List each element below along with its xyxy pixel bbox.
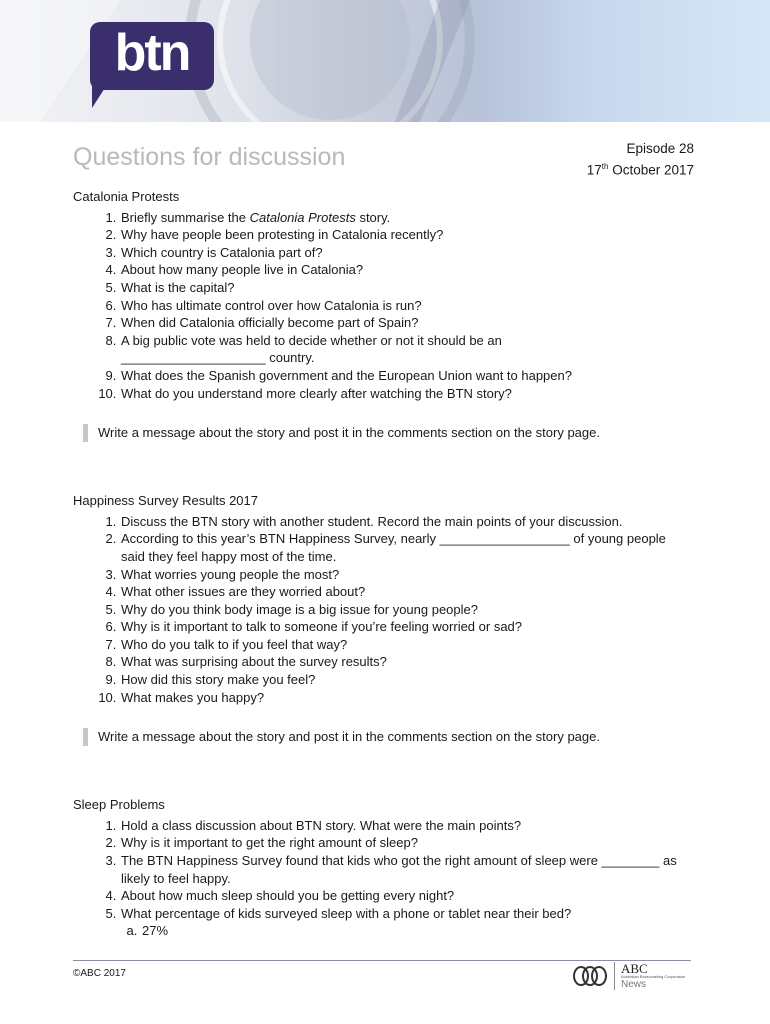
abc-wordmark: ABC Australian Broadcasting Corporation News <box>621 961 686 990</box>
footer-divider <box>73 960 691 961</box>
copyright: ©ABC 2017 <box>73 968 126 979</box>
comment-prompt: Write a message about the story and post it in the comments section on the story page. <box>83 424 693 442</box>
answer-options <box>121 922 693 940</box>
list-item: 2. According to this year’s BTN Happiness Survey, nearly __________________ of young people said they feel happy most of the time. <box>120 530 693 565</box>
section-title-happiness: Happiness Survey Results 2017 <box>73 493 258 509</box>
list-item: 1. Discuss the BTN story with another student. Record the main points of your discussion. <box>120 513 693 531</box>
list-item: 6. Why is it important to talk to someone if you’re feeling worried or sad? <box>120 618 693 636</box>
btn-logo <box>90 22 214 90</box>
abc-separator <box>614 962 615 990</box>
list-item: 4. About how many people live in Catalonia? <box>120 261 693 279</box>
list-item: 1. Hold a class discussion about BTN story. What were the main points? <box>120 817 693 835</box>
section-title-catalonia: Catalonia Protests <box>73 189 180 204</box>
list-item: 2. Why is it important to get the right amount of sleep? <box>120 834 693 852</box>
list-item: 9. How did this story make you feel? <box>120 671 693 689</box>
page-title: Questions for discussion <box>73 143 346 171</box>
list-item: 7. When did Catalonia officially become part of Spain? <box>120 314 693 332</box>
episode-info <box>587 140 694 180</box>
comment-prompt: Write a message about the story and post it in the comments section on the story page. <box>83 728 693 746</box>
episode-date: 17th October 2017 <box>586 162 694 178</box>
list-item: 1. Briefly summarise the Catalonia Protests story. <box>120 209 693 227</box>
abc-news-logo <box>572 962 685 990</box>
list-item: 8. What was surprising about the survey results? <box>120 653 693 671</box>
logo-text: btn <box>114 24 190 82</box>
list-item: 3. Which country is Catalonia part of? <box>120 244 693 262</box>
abc-lissajous-icon <box>572 965 608 987</box>
list-item: 8. A big public vote was held to decide whether or not it should be an ____________________ country. <box>120 332 693 367</box>
list-item: 5. What is the capital? <box>120 279 693 297</box>
list-item: 3. What worries young people the most? <box>120 566 693 584</box>
sleep-question-list <box>73 817 693 940</box>
list-item: 9. What does the Spanish government and the European Union want to happen? <box>120 367 693 385</box>
header-banner <box>0 0 770 122</box>
catalonia-question-list <box>73 209 693 403</box>
list-item: 10. What makes you happy? <box>120 689 693 707</box>
answer-option: a. 27% <box>141 922 693 940</box>
questions-content <box>73 188 693 940</box>
list-item: 2. Why have people been protesting in Catalonia recently? <box>120 226 693 244</box>
list-item: 4. What other issues are they worried about? <box>120 583 693 601</box>
list-item: 5. What percentage of kids surveyed sleep with a phone or tablet near their bed? a. 27% <box>120 905 693 940</box>
list-item: 6. Who has ultimate control over how Catalonia is run? <box>120 297 693 315</box>
list-item: 10. What do you understand more clearly after watching the BTN story? <box>120 385 693 403</box>
list-item: 4. About how much sleep should you be getting every night? <box>120 887 693 905</box>
list-item: 5. Why do you think body image is a big issue for young people? <box>120 601 693 619</box>
happiness-question-list <box>73 513 693 707</box>
list-item: 7. Who do you talk to if you feel that way? <box>120 636 693 654</box>
section-title-sleep: Sleep Problems <box>73 797 165 813</box>
episode-number: Episode 28 <box>626 141 694 156</box>
list-item: 3. The BTN Happiness Survey found that kids who got the right amount of sleep were ________ as likely to feel happy. <box>120 852 693 887</box>
